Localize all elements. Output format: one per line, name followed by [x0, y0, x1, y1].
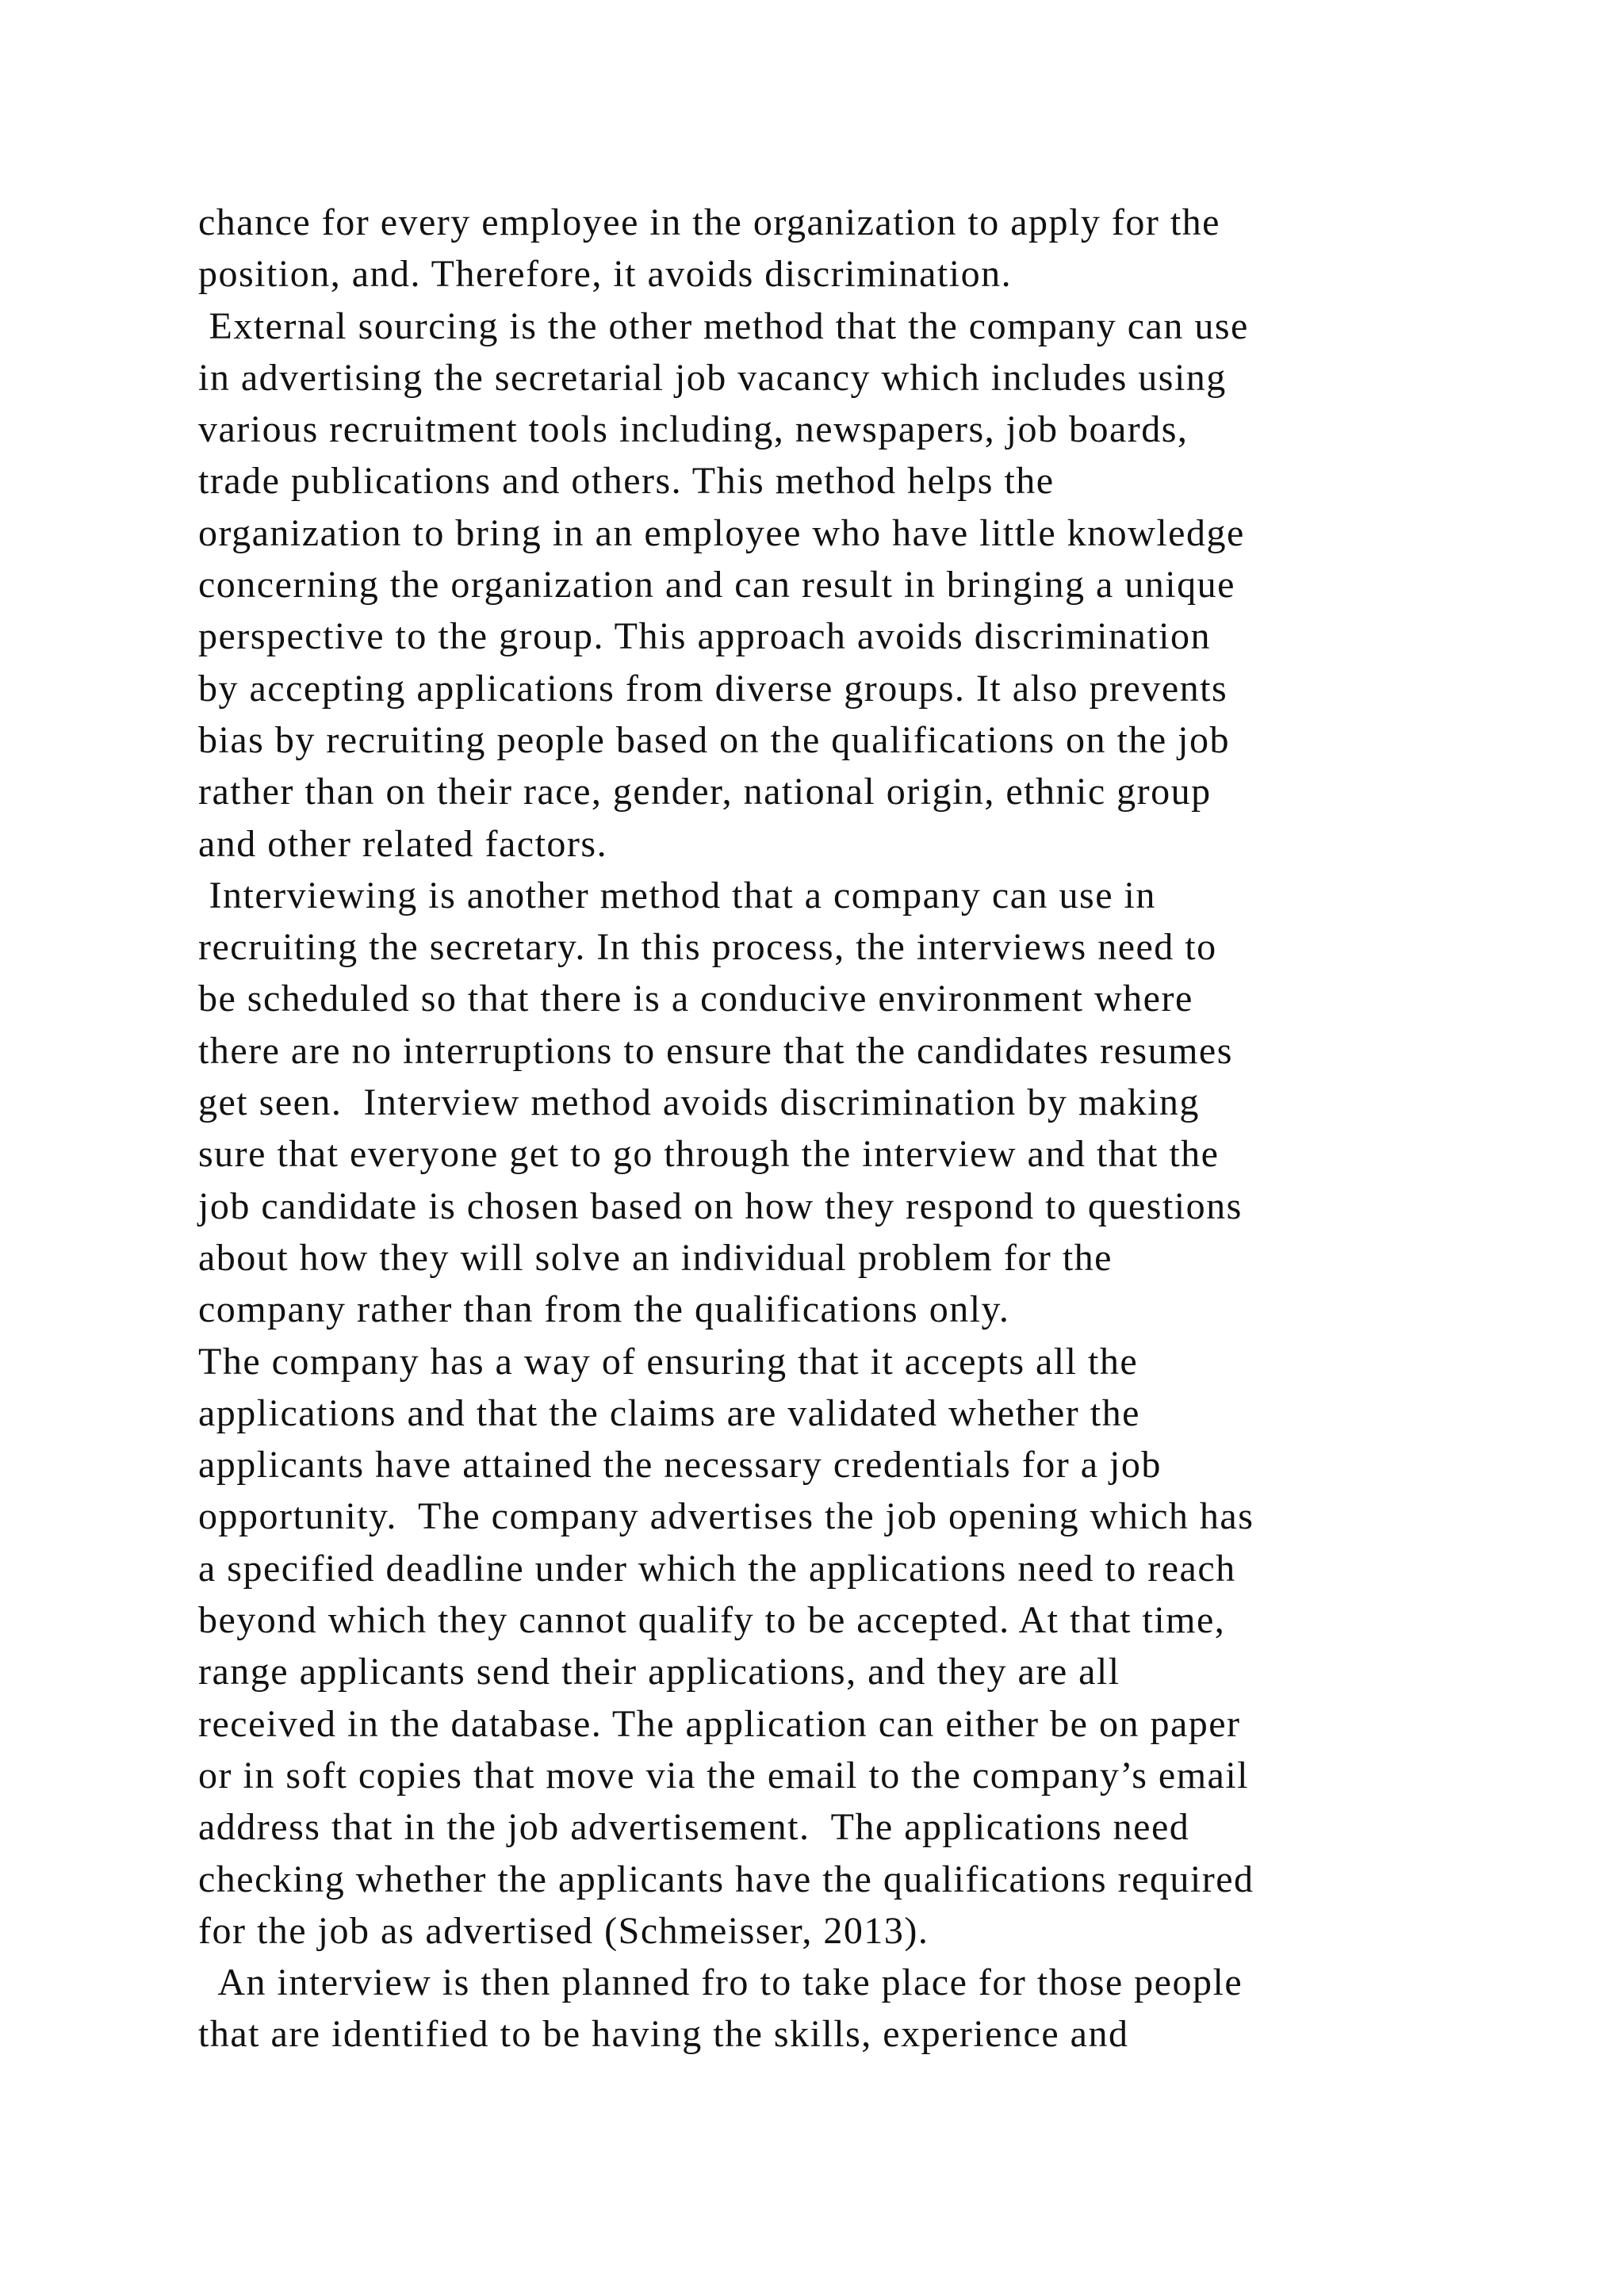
- text-line: Interviewing is another method that a company can use in: [198, 874, 1156, 916]
- text-line: recruiting the secretary. In this process, the interviews need to: [198, 926, 1217, 969]
- text-line: a specified deadline under which the applications need to reach: [198, 1547, 1236, 1590]
- text-line: concerning the organization and can result in bringing a unique: [198, 564, 1235, 607]
- text-line: job candidate is chosen based on how they respond to questions: [198, 1184, 1243, 1227]
- text-line: be scheduled so that there is a conducive environment where: [198, 978, 1193, 1020]
- text-line: about how they will solve an individual problem for the: [198, 1236, 1113, 1279]
- text-line: various recruitment tools including, newspapers, job boards,: [198, 408, 1189, 451]
- text-line: that are identified to be having the skills, experience and: [198, 2013, 1129, 2056]
- text-line: chance for every employee in the organization to apply for the: [198, 201, 1220, 243]
- text-line: checking whether the applicants have the qualifications required: [198, 1858, 1254, 1900]
- text-line: by accepting applications from diverse groups. It also prevents: [198, 667, 1228, 710]
- text-line: and other related factors.: [198, 822, 608, 865]
- text-line: External sourcing is the other method that the company can use: [198, 304, 1249, 347]
- text-line: rather than on their race, gender, national origin, ethnic group: [198, 771, 1212, 813]
- text-line: applicants have attained the necessary credentials for a job: [198, 1444, 1162, 1487]
- body-text: [198, 197, 1546, 2061]
- text-line: beyond which they cannot qualify to be accepted. At that time,: [198, 1599, 1226, 1642]
- text-line: An interview is then planned fro to take place for those people: [198, 1961, 1243, 2004]
- text-line: The company has a way of ensuring that it accepts all the: [198, 1340, 1139, 1383]
- text-line: in advertising the secretarial job vacancy which includes using: [198, 356, 1227, 399]
- text-line: there are no interruptions to ensure that the candidates resumes: [198, 1029, 1233, 1072]
- text-line: address that in the job advertisement. The applications need: [198, 1806, 1190, 1849]
- text-line: for the job as advertised (Schmeisser, 2013).: [198, 1909, 929, 1952]
- text-line: position, and. Therefore, it avoids discrimination.: [198, 253, 1013, 296]
- text-line: perspective to the group. This approach avoids discrimination: [198, 615, 1211, 658]
- text-line: bias by recruiting people based on the qualifications on the job: [198, 718, 1231, 761]
- text-line: opportunity. The company advertises the job opening which has: [198, 1495, 1254, 1538]
- text-line: trade publications and others. This method helps the: [198, 460, 1055, 503]
- text-line: get seen. Interview method avoids discrimination by making: [198, 1081, 1200, 1124]
- text-line: received in the database. The application can either be on paper: [198, 1702, 1241, 1745]
- text-line: applications and that the claims are validated whether the: [198, 1391, 1140, 1434]
- text-line: company rather than from the qualifications only.: [198, 1288, 1010, 1331]
- text-line: or in soft copies that move via the email to the company’s email: [198, 1754, 1250, 1797]
- text-line: organization to bring in an employee who have little knowledge: [198, 511, 1245, 554]
- text-line: range applicants send their applications, and they are all: [198, 1651, 1120, 1693]
- text-line: sure that everyone get to go through the interview and that the: [198, 1133, 1220, 1176]
